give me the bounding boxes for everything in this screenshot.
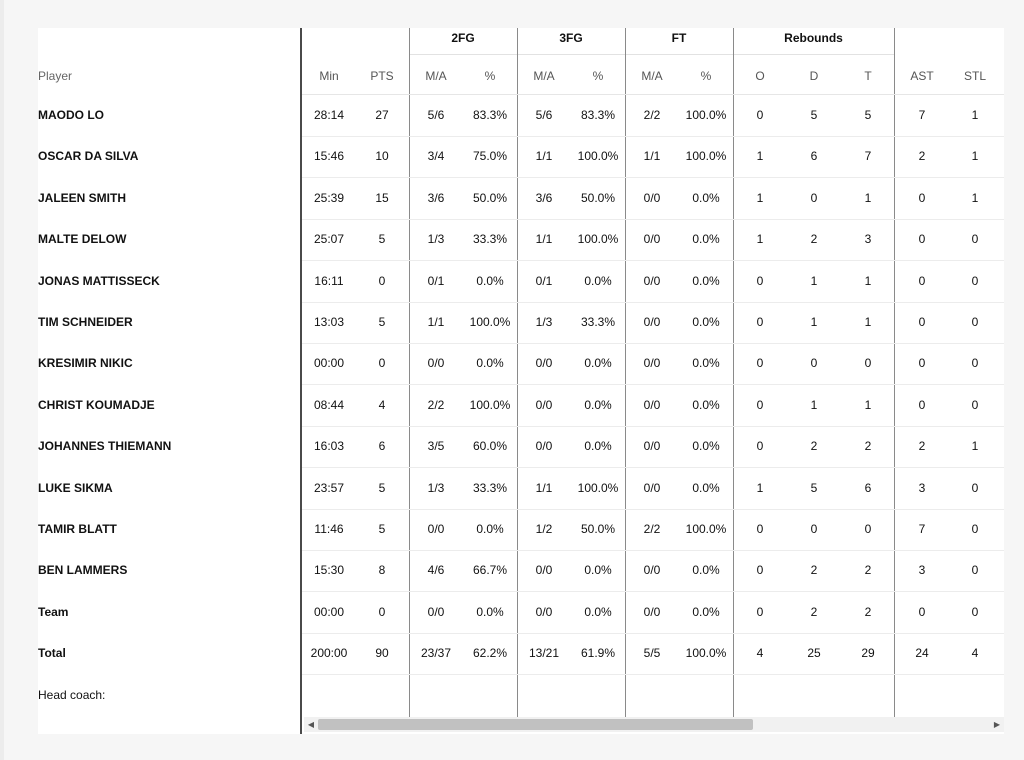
stat-cell-rebounds-defensive: 2 — [810, 439, 818, 454]
stat-cell-min: 13:03 — [313, 315, 345, 329]
player-name: TAMIR BLATT — [38, 522, 117, 536]
stat-cell-pts: 5 — [378, 480, 386, 495]
stat-cell-rebounds-total: 5 — [864, 108, 872, 122]
stat-cell-rebounds-total: 2 — [864, 439, 872, 454]
stat-cell-steals: 1 — [971, 439, 979, 454]
column-header-2fg-pct: % — [484, 69, 496, 83]
table-row — [302, 343, 1004, 385]
stat-cell-pts: 0 — [378, 356, 386, 371]
stat-cell-ft-made-attempted: 0/0 — [643, 563, 661, 578]
player-name: BEN LAMMERS — [38, 563, 128, 578]
stat-cell-3fg-made-attempted: 1/2 — [535, 522, 553, 536]
stat-cell-assists: 0 — [918, 232, 926, 247]
stat-cell-3fg-pct: 100.0% — [577, 149, 619, 164]
player-column-header: Player — [38, 69, 73, 83]
stat-cell-steals: 1 — [971, 108, 979, 122]
stat-cell-2fg-made-attempted: 1/3 — [427, 480, 445, 495]
stat-cell-rebounds-offensive: 0 — [756, 563, 764, 578]
stat-cell-assists: 3 — [918, 480, 926, 495]
stat-cell-3fg-pct: 0.0% — [584, 604, 612, 619]
stat-cell-3fg-made-attempted: 1/1 — [535, 480, 553, 495]
stat-cell-3fg-made-attempted: 0/0 — [535, 604, 553, 619]
column-header-steals: STL — [963, 69, 986, 83]
stat-cell-2fg-made-attempted: 0/0 — [427, 356, 445, 371]
stat-cell-assists: 24 — [915, 646, 929, 661]
stat-cell-rebounds-offensive: 0 — [756, 522, 764, 536]
table-row — [302, 509, 1004, 551]
stat-cell-rebounds-offensive: 0 — [756, 273, 764, 288]
stat-cell-ft-made-attempted: 0/0 — [643, 190, 661, 205]
stat-cell-rebounds-total: 6 — [864, 480, 872, 495]
stat-cell-2fg-made-attempted: 1/3 — [427, 232, 445, 247]
stat-cell-2fg-made-attempted: 3/4 — [427, 149, 445, 164]
stat-cell-ft-pct: 0.0% — [692, 356, 720, 371]
stat-cell-min: 28:14 — [313, 108, 345, 122]
stat-cell-2fg-pct: 0.0% — [476, 356, 504, 371]
stat-cell-pts: 5 — [378, 522, 386, 536]
table-row — [302, 219, 1004, 261]
stat-cell-rebounds-offensive: 0 — [756, 315, 764, 329]
column-header-assists: AST — [910, 69, 934, 83]
stat-cell-min: 200:00 — [310, 646, 348, 661]
stat-cell-ft-pct: 0.0% — [692, 439, 720, 454]
stat-cell-min: 23:57 — [313, 480, 345, 495]
stat-cell-rebounds-offensive: 0 — [756, 108, 764, 122]
table-row — [302, 95, 1004, 137]
stat-cell-2fg-pct: 33.3% — [472, 480, 508, 495]
stat-cell-ft-made-attempted: 0/0 — [643, 273, 661, 288]
stat-cell-rebounds-offensive: 4 — [756, 646, 764, 661]
stat-cell-rebounds-defensive: 2 — [810, 604, 818, 619]
stat-cell-rebounds-defensive: 6 — [810, 149, 818, 164]
stat-cell-2fg-made-attempted: 0/0 — [427, 522, 445, 536]
stat-cell-pts: 5 — [378, 315, 386, 329]
stat-cell-3fg-made-attempted: 0/0 — [535, 356, 553, 371]
stat-cell-ft-made-attempted: 0/0 — [643, 232, 661, 247]
stat-cell-3fg-made-attempted: 1/3 — [535, 315, 553, 329]
stat-cell-assists: 0 — [918, 356, 926, 371]
stat-cell-3fg-pct: 0.0% — [584, 439, 612, 454]
stat-cell-steals: 0 — [971, 563, 979, 578]
stat-cell-3fg-made-attempted: 3/6 — [535, 190, 553, 205]
stat-cell-2fg-pct: 75.0% — [472, 149, 508, 164]
triangle-left-icon[interactable]: ◀ — [307, 720, 315, 729]
player-name: MALTE DELOW — [38, 232, 127, 247]
player-name: CHRIST KOUMADJE — [38, 397, 155, 412]
stat-cell-2fg-pct: 60.0% — [472, 439, 508, 454]
stat-cell-ft-pct: 0.0% — [692, 232, 720, 247]
stat-cell-2fg-made-attempted: 5/6 — [427, 108, 445, 122]
stat-cell-ft-pct: 100.0% — [685, 522, 727, 536]
stat-cell-rebounds-offensive: 1 — [756, 232, 764, 247]
stat-cell-2fg-made-attempted: 4/6 — [427, 563, 445, 578]
table-row — [302, 136, 1004, 178]
stat-cell-2fg-made-attempted: 1/1 — [427, 315, 445, 329]
table-row — [302, 592, 1004, 634]
stat-cell-steals: 0 — [971, 273, 979, 288]
stat-cell-ft-pct: 0.0% — [692, 480, 720, 495]
stat-cell-ft-made-attempted: 0/0 — [643, 439, 661, 454]
triangle-right-icon[interactable]: ▶ — [993, 720, 1001, 729]
stat-cell-assists: 0 — [918, 273, 926, 288]
stat-cell-steals: 0 — [971, 522, 979, 536]
stat-cell-3fg-made-attempted: 0/0 — [535, 439, 553, 454]
stat-cell-assists: 3 — [918, 563, 926, 578]
stat-cell-2fg-pct: 0.0% — [476, 604, 504, 619]
stat-cell-2fg-made-attempted: 3/6 — [427, 190, 445, 205]
stat-cell-pts: 4 — [378, 397, 386, 412]
stat-cell-2fg-pct: 33.3% — [472, 232, 508, 247]
stat-cell-ft-made-attempted: 0/0 — [643, 604, 661, 619]
stat-cell-rebounds-offensive: 0 — [756, 397, 764, 412]
stat-cell-steals: 0 — [971, 232, 979, 247]
stat-cell-2fg-pct: 50.0% — [472, 190, 508, 205]
stat-cell-rebounds-defensive: 2 — [810, 232, 818, 247]
stat-cell-rebounds-total: 2 — [864, 604, 872, 619]
column-header-rebounds-offensive: O — [755, 69, 765, 83]
stat-cell-min: 00:00 — [313, 356, 345, 371]
stat-cell-pts: 90 — [375, 646, 389, 661]
stat-cell-3fg-pct: 50.0% — [580, 522, 616, 536]
stat-cell-pts: 0 — [378, 273, 386, 288]
stat-cell-pts: 8 — [378, 563, 386, 578]
stat-cell-rebounds-total: 2 — [864, 563, 872, 578]
stat-cell-assists: 2 — [918, 439, 926, 454]
column-header-3fg-pct: % — [592, 69, 604, 83]
stat-cell-assists: 0 — [918, 190, 926, 205]
stat-cell-ft-pct: 0.0% — [692, 190, 720, 205]
player-name: Team — [38, 604, 69, 619]
stat-cell-rebounds-offensive: 1 — [756, 149, 764, 164]
stat-cell-rebounds-total: 1 — [864, 190, 872, 205]
stat-cell-pts: 6 — [378, 439, 386, 454]
column-header-row — [302, 58, 1004, 95]
stat-cell-3fg-made-attempted: 1/1 — [535, 149, 553, 164]
stat-cell-3fg-made-attempted: 0/0 — [535, 563, 553, 578]
stat-cell-rebounds-total: 1 — [864, 397, 872, 412]
stat-cell-rebounds-defensive: 5 — [810, 480, 818, 495]
head-coach-label: Head coach: — [38, 687, 106, 702]
stat-cell-ft-made-attempted: 5/5 — [643, 646, 661, 661]
group-header-2fg: 2FG — [409, 28, 517, 55]
stat-cell-pts: 5 — [378, 232, 386, 247]
stat-cell-assists: 7 — [918, 108, 926, 122]
stat-cell-3fg-pct: 50.0% — [580, 190, 616, 205]
table-row — [302, 302, 1004, 344]
column-header-ft-made-attempted: M/A — [641, 69, 663, 83]
stat-cell-3fg-pct: 100.0% — [577, 480, 619, 495]
stat-cell-2fg-made-attempted: 23/37 — [420, 646, 452, 661]
stat-cell-rebounds-defensive: 2 — [810, 563, 818, 578]
stat-cell-ft-pct: 0.0% — [692, 397, 720, 412]
stat-cell-pts: 27 — [375, 108, 389, 122]
stat-cell-assists: 2 — [918, 149, 926, 164]
stat-cell-3fg-pct: 61.9% — [580, 646, 616, 661]
column-header-pts: PTS — [370, 69, 394, 83]
group-header-ft: FT — [625, 28, 733, 55]
stat-cell-min: 25:39 — [313, 190, 345, 205]
stat-cell-pts: 15 — [375, 190, 389, 205]
stat-cell-3fg-pct: 0.0% — [584, 356, 612, 371]
stat-cell-min: 00:00 — [313, 604, 345, 619]
player-name: KRESIMIR NIKIC — [38, 356, 133, 371]
stat-cell-ft-pct: 0.0% — [692, 604, 720, 619]
stat-cell-2fg-pct: 0.0% — [476, 273, 504, 288]
stat-cell-min: 11:46 — [314, 522, 344, 536]
player-name: JOHANNES THIEMANN — [38, 439, 172, 454]
stat-cell-3fg-pct: 0.0% — [584, 397, 612, 412]
stat-cell-rebounds-total: 0 — [864, 356, 872, 371]
player-name: MAODO LO — [38, 108, 104, 122]
table-row — [302, 468, 1004, 510]
column-header-ft-pct: % — [700, 69, 712, 83]
stat-cell-steals: 1 — [971, 190, 979, 205]
stat-cell-min: 15:30 — [313, 563, 345, 578]
stat-cell-ft-made-attempted: 0/0 — [643, 315, 661, 329]
player-name: JALEEN SMITH — [38, 190, 127, 205]
stat-cell-ft-pct: 100.0% — [685, 646, 727, 661]
column-header-3fg-made-attempted: M/A — [533, 69, 555, 83]
stat-cell-ft-made-attempted: 2/2 — [643, 108, 661, 122]
stat-cell-rebounds-defensive: 0 — [810, 190, 818, 205]
stat-cell-steals: 0 — [971, 397, 979, 412]
stat-cell-2fg-pct: 83.3% — [472, 108, 508, 122]
stat-cell-3fg-made-attempted: 0/0 — [535, 397, 553, 412]
stat-cell-ft-made-attempted: 1/1 — [643, 149, 661, 164]
stat-cell-3fg-made-attempted: 13/21 — [528, 646, 560, 661]
stat-cell-steals: 0 — [971, 315, 979, 329]
player-name: TIM SCHNEIDER — [38, 315, 133, 329]
stat-cell-2fg-pct: 66.7% — [472, 563, 508, 578]
boxscore-card — [4, 0, 1024, 760]
group-header-rebounds: Rebounds — [733, 28, 894, 55]
stat-cell-rebounds-defensive: 25 — [807, 646, 821, 661]
stat-cell-3fg-made-attempted: 1/1 — [535, 232, 553, 247]
stat-cell-min: 15:46 — [313, 149, 345, 164]
stat-cell-3fg-pct: 83.3% — [580, 108, 616, 122]
stats-scroll-area[interactable] — [302, 28, 1004, 718]
stat-cell-3fg-pct: 0.0% — [584, 563, 612, 578]
stat-cell-assists: 0 — [918, 315, 926, 329]
stat-cell-2fg-pct: 100.0% — [469, 397, 511, 412]
player-name: LUKE SIKMA — [38, 480, 113, 495]
stat-cell-2fg-pct: 0.0% — [476, 522, 504, 536]
stat-cell-ft-pct: 100.0% — [685, 108, 727, 122]
player-name: JONAS MATTISSECK — [38, 273, 160, 288]
stat-cell-rebounds-total: 7 — [864, 149, 872, 164]
stat-cell-2fg-made-attempted: 2/2 — [427, 397, 445, 412]
stat-cell-min: 08:44 — [313, 397, 345, 412]
table-row — [302, 178, 1004, 220]
stat-cell-rebounds-defensive: 1 — [810, 273, 818, 288]
column-header-rebounds-total: T — [864, 69, 872, 83]
stat-cell-ft-pct: 0.0% — [692, 563, 720, 578]
stat-cell-min: 16:11 — [314, 273, 344, 288]
stat-cell-rebounds-offensive: 1 — [756, 480, 764, 495]
stat-cell-3fg-pct: 33.3% — [580, 315, 616, 329]
stat-cell-assists: 0 — [918, 604, 926, 619]
stat-cell-3fg-pct: 0.0% — [584, 273, 612, 288]
stat-cell-ft-pct: 0.0% — [692, 273, 720, 288]
stat-cell-rebounds-total: 1 — [864, 315, 872, 329]
table-row — [302, 550, 1004, 592]
stat-cell-rebounds-offensive: 0 — [756, 604, 764, 619]
stat-cell-rebounds-offensive: 0 — [756, 439, 764, 454]
stat-cell-rebounds-defensive: 1 — [810, 397, 818, 412]
stat-cell-pts: 10 — [375, 149, 389, 164]
stat-cell-ft-made-attempted: 2/2 — [643, 522, 661, 536]
stat-cell-steals: 0 — [971, 604, 979, 619]
scrollbar-thumb[interactable] — [318, 719, 753, 730]
stat-cell-steals: 0 — [971, 356, 979, 371]
column-header-2fg-made-attempted: M/A — [425, 69, 447, 83]
stat-cell-3fg-pct: 100.0% — [577, 232, 619, 247]
table-row — [302, 633, 1004, 675]
stat-cell-ft-pct: 0.0% — [692, 315, 720, 329]
stat-cell-2fg-made-attempted: 0/0 — [427, 604, 445, 619]
stat-cell-rebounds-offensive: 1 — [756, 190, 764, 205]
player-name: Total — [38, 646, 66, 661]
stat-cell-rebounds-defensive: 5 — [810, 108, 818, 122]
stat-cell-rebounds-total: 3 — [864, 232, 872, 247]
stat-cell-rebounds-total: 29 — [861, 646, 875, 661]
stat-cell-3fg-made-attempted: 5/6 — [535, 108, 553, 122]
stat-cell-2fg-pct: 62.2% — [472, 646, 508, 661]
player-name: OSCAR DA SILVA — [38, 149, 139, 164]
stat-cell-2fg-made-attempted: 0/1 — [427, 273, 445, 288]
stat-cell-min: 25:07 — [313, 232, 345, 247]
stat-cell-steals: 4 — [971, 646, 979, 661]
column-header-min: Min — [319, 69, 339, 83]
stat-cell-steals: 1 — [971, 149, 979, 164]
table-row — [302, 385, 1004, 427]
stat-cell-ft-made-attempted: 0/0 — [643, 480, 661, 495]
group-header-3fg: 3FG — [517, 28, 625, 55]
stat-cell-rebounds-offensive: 0 — [756, 356, 764, 371]
stat-cell-rebounds-defensive: 0 — [810, 522, 818, 536]
boxscore-table — [38, 28, 1004, 734]
stat-cell-rebounds-total: 0 — [864, 522, 872, 536]
table-row — [302, 426, 1004, 468]
table-row — [302, 261, 1004, 303]
stat-cell-rebounds-total: 1 — [864, 273, 872, 288]
stat-cell-2fg-made-attempted: 3/5 — [427, 439, 445, 454]
stat-cell-2fg-pct: 100.0% — [469, 315, 511, 329]
stat-cell-ft-made-attempted: 0/0 — [643, 356, 661, 371]
player-column — [38, 28, 302, 734]
stat-cell-rebounds-defensive: 0 — [810, 356, 818, 371]
stat-cell-rebounds-defensive: 1 — [810, 315, 818, 329]
stat-cell-min: 16:03 — [313, 439, 345, 454]
column-header-rebounds-defensive: D — [809, 69, 819, 83]
stat-cell-steals: 0 — [971, 480, 979, 495]
stat-cell-ft-made-attempted: 0/0 — [643, 397, 661, 412]
stat-cell-ft-pct: 100.0% — [685, 149, 727, 164]
stat-cell-assists: 7 — [918, 522, 926, 536]
stat-cell-3fg-made-attempted: 0/1 — [535, 273, 553, 288]
stat-cell-assists: 0 — [918, 397, 926, 412]
horizontal-scrollbar[interactable] — [304, 717, 1004, 732]
stat-cell-pts: 0 — [378, 604, 386, 619]
